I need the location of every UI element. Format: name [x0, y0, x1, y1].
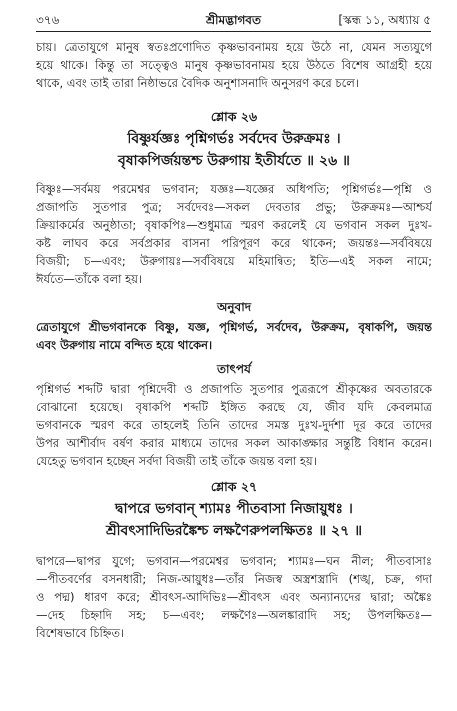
purport-line: পৃশ্নিগর্ভ শব্দটি দ্বারা পৃশ্নিদেবী ও প্রজাপতি সুতপার পুত্ররূপে শ্রীকৃষ্ণের অবতারকে [36, 382, 432, 396]
verse-26-translation [36, 318, 432, 354]
book-title: শ্রীমদ্ভাগবত [205, 13, 261, 27]
synonym-line: বিজয়ী; চ—এবং; উরুগায়ঃ—সর্ববিষয়ে মহিমান্বিত; ইতি—এই সকল নামে; [36, 254, 432, 268]
synonym-line: ঈর্যতে—তাঁকে বলা হয়। [36, 272, 143, 286]
intro-paragraph [36, 38, 432, 92]
text-line: হয়ে থাকে। কিন্তু তা সত্ত্বেও মানুষ কৃষ্ণভাবনাময় হয়ে উঠতে বিশেষ আগ্রহী হয়ে [36, 58, 432, 72]
synonym-line: প্রজাপতি সুতপার পুত্র; সর্বদেবঃ—সকল দেবতার প্রভু; উরুক্রমঃ—আশ্চর্য [36, 200, 432, 214]
verse-line: বৃষাকপির্জয়ন্তশ্চ উরুগায় ইতীর্যতে ॥ ২৬ ॥ [118, 153, 350, 169]
purport-line: উপর আশীর্বাদ বর্ষণ করার মাধ্যমে তাদের সকল আকাঙ্ক্ষার সন্তুষ্টি বিধান করেন। [36, 436, 432, 450]
synonym-line: কষ্ট লাঘব করে সর্বপ্রকার বাসনা পরিপূরণ করে থাকেন; জয়ন্তঃ—সর্ববিষয়ে [36, 236, 432, 250]
page-number: ৩৭৬ [36, 13, 60, 27]
header-rule [36, 31, 431, 32]
purport-line: যেহেতু ভগবান হচ্ছেন সর্বদা বিজয়ী তাই তাঁকে জয়ন্ত বলা হয়। [36, 454, 317, 468]
page-header [36, 10, 431, 30]
synonym-line: বিষ্ণুঃ—সর্বময় পরমেশ্বর ভগবান; যজ্ঞঃ—যজ্ঞের অধিপতি; পৃশ্নিগর্ভঃ—পৃশ্নি ও [36, 182, 432, 196]
purport-line: ভগবানকে স্মরণ করে তাহলেই তিনি তাদের সমস্ত দুঃখ-দুর্দশা দূর করে তাদের [36, 418, 432, 432]
synonym-line: ক্রিয়াকর্মের অনুষ্ঠাতা; বৃষাকপিঃ—শুধুমাত্র স্মরণ করলেই যে ভগবান সকল দুঃখ- [36, 218, 432, 232]
verse-line: শ্রীবৎসাদিভিরঙ্কৈশ্চ লক্ষণৈরুপলক্ষিতঃ ॥ ২৭ ॥ [105, 523, 363, 539]
purport-heading: তাৎপর্য [217, 362, 251, 376]
synonym-line: —দেহ চিহ্নাদি সহ; চ—এবং; লক্ষণৈঃ—অলঙ্কারাদি সহ; উপলক্ষিতঃ— [36, 608, 432, 622]
verse-27-word-meanings [36, 552, 432, 642]
synonym-line: বিশেষভাবে চিহ্নিত। [36, 626, 125, 640]
verse-26-purport [36, 380, 432, 470]
verse-26-heading: শ্লোক ২৬ [210, 109, 258, 124]
purport-line: বোঝানো হয়েছে। বৃষাকপি শব্দটি ইঙ্গিত করছে যে, জীব যদি কেবলমাত্র [36, 400, 432, 414]
translation-line: এবং উরুগায় নামে বন্দিত হয়ে থাকেন। [36, 338, 213, 352]
synonym-line: ও পদ্ম) ধারণ করে; শ্রীবৎস-আদিভিঃ—শ্রীবৎস এবং অন্যান্যদের দ্বারা; অঙ্কৈঃ [36, 590, 432, 604]
text-line: চায়। ত্রেতাযুগে মানুষ স্বতঃপ্রণোদিত কৃষ্ণভাবনাময় হয়ে উঠে না, যেমন সত্যযুগে [36, 40, 432, 54]
verse-line: বিষ্ণুর্যজ্ঞঃ পৃশ্নিগর্ভঃ সর্বদেব উরুক্রমঃ । [127, 131, 341, 147]
text-line: থাকে, এবং তাই তারা নিষ্ঠাভরে বৈদিক অনুশাসনাদি অনুসরণ করে চলে। [36, 76, 359, 90]
synonym-line: দ্বাপরে—দ্বাপর যুগে; ভগবান—পরমেশ্বর ভগবান; শ্যামঃ—ঘন নীল; পীতবাসাঃ [36, 554, 432, 568]
translation-line: ত্রেতাযুগে শ্রীভগবানকে বিষ্ণু, যজ্ঞ, পৃশ্নিগর্ভ, সর্বদেব, উরুক্রম, বৃষাকপি, জয়ন্ত [36, 320, 432, 334]
verse-27-text [36, 498, 432, 542]
verse-26-word-meanings [36, 180, 432, 288]
synonym-line: —পীতবর্ণের বসনধারী; নিজ-আয়ুধঃ—তাঁর নিজস্ব অস্ত্রশস্ত্রাদি (শঙ্খ, চক্র, গদা [36, 572, 432, 586]
verse-line: দ্বাপরে ভগবান্ শ্যামঃ পীতবাসা নিজায়ুধঃ । [115, 501, 353, 517]
verse-27-heading: শ্লোক ২৭ [210, 479, 258, 494]
section-reference: [স্কন্ধ ১১, অধ্যায় ৫ [338, 13, 431, 27]
verse-26-text [36, 128, 432, 172]
translation-heading: অনুবাদ [216, 300, 252, 314]
